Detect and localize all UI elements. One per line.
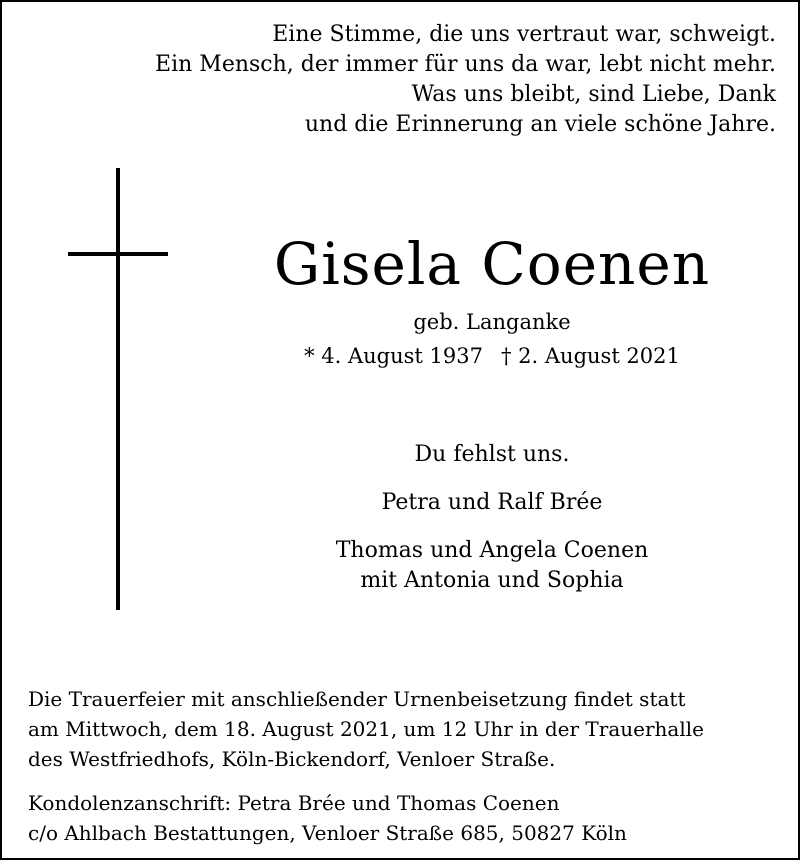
condolence-address [28, 788, 788, 848]
service-line: des Westfriedhofs, Köln-Bickendorf, Venloer Straße. [28, 747, 556, 771]
poem [36, 20, 776, 140]
mourner-line: mit Antonia und Sophia [360, 568, 624, 593]
birth-name: geb. Langanke [413, 310, 571, 334]
cross-icon [116, 168, 120, 610]
poem-line: und die Erinnerung an viele schöne Jahre. [304, 112, 776, 137]
life-dates [212, 341, 772, 371]
mourners-list [212, 488, 772, 596]
service-line: am Mittwoch, dem 18. August 2021, um 12 Uhr in der Trauerhalle [28, 717, 704, 741]
funeral-service-info [28, 684, 788, 774]
poem-line: Eine Stimme, die uns vertraut war, schweigt. [272, 22, 776, 47]
farewell-message: Du fehlst uns. [414, 442, 570, 467]
deceased-name: Gisela Coenen [273, 230, 711, 298]
cross-icon-bar [68, 252, 168, 256]
mourner-line: Thomas und Angela Coenen [335, 538, 649, 563]
contact-line: Kondolenzanschrift: Petra Brée und Thomas Coenen [28, 791, 560, 815]
death-date: † 2. August 2021 [501, 344, 680, 368]
poem-line: Was uns bleibt, sind Liebe, Dank [411, 82, 776, 107]
poem-line: Ein Mensch, der immer für uns da war, lebt nicht mehr. [155, 52, 776, 77]
service-line: Die Trauerfeier mit anschließender Urnenbeisetzung findet statt [28, 687, 686, 711]
birth-date: * 4. August 1937 [304, 344, 483, 368]
mourner-line: Petra und Ralf Brée [381, 490, 603, 515]
contact-line: c/o Ahlbach Bestattungen, Venloer Straße 685, 50827 Köln [28, 821, 627, 845]
